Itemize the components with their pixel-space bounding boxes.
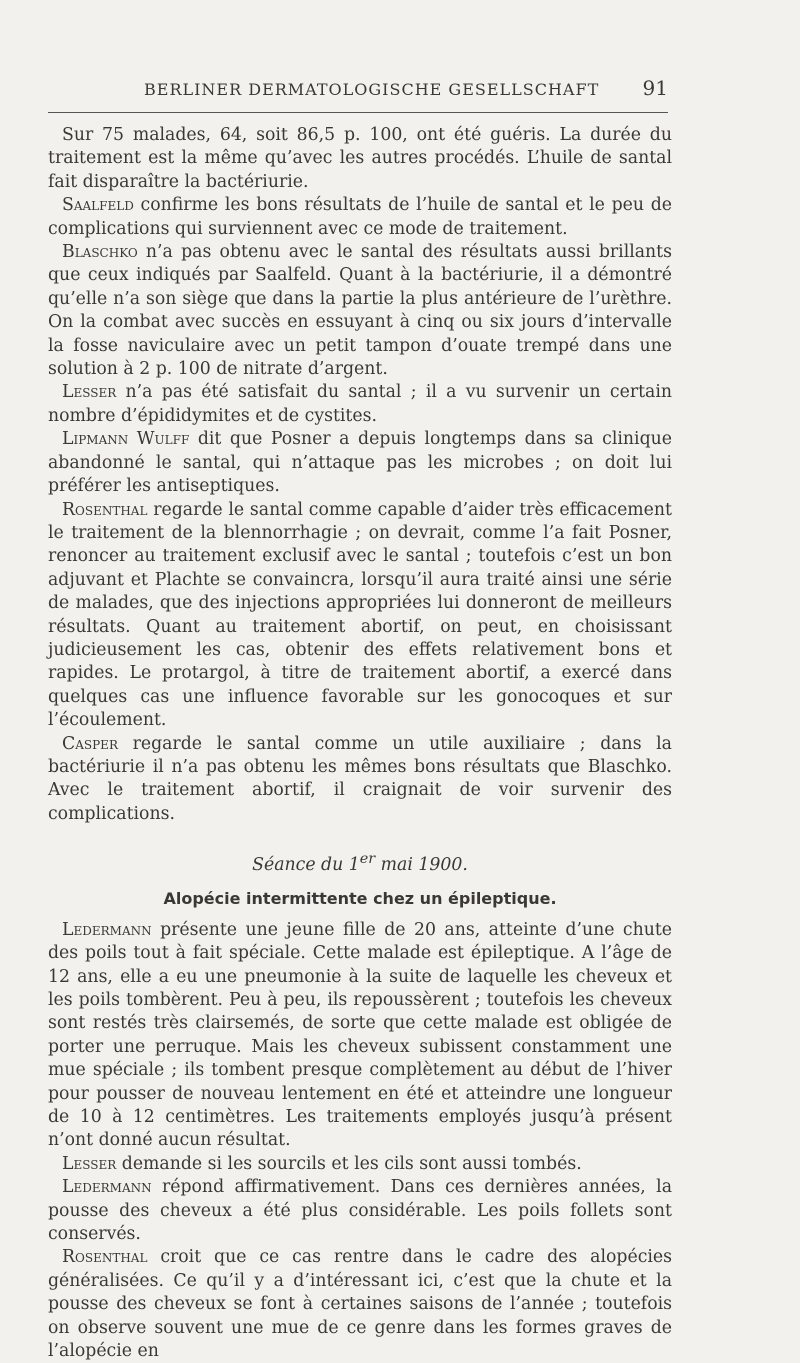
- speaker-name: Lesser: [62, 1153, 117, 1174]
- speaker-name: Blaschko: [62, 242, 138, 263]
- paragraph-text: demande si les sourcils et les cils sont aussi tombés.: [116, 1153, 582, 1174]
- body-text: [48, 124, 672, 1363]
- paragraph-text: regarde le santal comme capable d’aider très efficacement le traitement de la blennorrhagie ; on devrait, comme l’a fait Posner, renoncer au traitement exclusif avec le santal ; toutefois c’est un bon adjuvant et Plachte se convaincra, lorsqu’il aura traité ainsi une série de malades, que des injections appropriées lui donneront de meilleurs résultats. Quant au traitement abortif, on peut, en choisissant judicieusement les cas, obtenir des effets relativement bons et rapides. Le protargol, à titre de traitement abortif, a exercé dans quelques cas une influence favorable sur les gonocoques et sur l’écoulement.: [48, 499, 672, 731]
- paragraph: [48, 1246, 672, 1363]
- speaker-name: Ledermann: [62, 919, 152, 940]
- speaker-name: Rosenthal: [62, 1247, 148, 1268]
- paragraph-text: croit que ce cas rentre dans le cadre des alopécies généralisées. Ce qu’il y a d’intéressant ici, c’est que la chute et la pousse des cheveux se font à certaines saisons de l’année ; toutefois on observe souvent une mue de ce genre dans les formes graves de l’alopécie en: [48, 1247, 672, 1362]
- paragraph-text: Sur 75 malades, 64, soit 86,5 p. 100, ont été guéris. La durée du traitement est la même qu’avec les autres procédés. L’huile de santal fait disparaître la bactériurie.: [48, 125, 672, 192]
- paragraph-text: confirme les bons résultats de l’huile de santal et le peu de complications qui surviennent avec ce mode de traitement.: [48, 195, 672, 239]
- session-date: [48, 848, 672, 877]
- paragraph: [48, 1176, 672, 1246]
- speaker-name: Saalfeld: [62, 195, 134, 216]
- paragraph-text: présente une jeune fille de 20 ans, atteinte d’une chute des poils tout à fait spéciale. Cette malade est épileptique. A l’âge de 12 ans, elle a eu une pneumonie à la suite de laquelle les cheveux et les poils tombèrent. Peu à peu, ils repoussèrent ; toutefois les cheveux sont restés très clairsemés, de sorte que cette malade est obligée de porter une perruque. Mais les cheveux subissent constamment une mue spéciale ; ils tombent presque complètement au début de l’hiver pour pousser de nouveau lentement en été et atteindre une longueur de 10 à 12 centimètres. Les traitements employés jusqu’à présent n’ont donné aucun résultat.: [48, 919, 672, 1151]
- paragraph: [48, 733, 672, 827]
- paragraph-text: regarde le santal comme un utile auxiliaire ; dans la bactériurie il n’a pas obtenu les mêmes bons résultats que Blaschko. Avec le traitement abortif, il craignait de voir survenir des complications.: [48, 733, 672, 824]
- paragraph-text: dit que Posner a depuis longtemps dans sa clinique abandonné le santal, qui n’attaque pas les microbes ; on doit lui préférer les antiseptiques.: [48, 429, 672, 497]
- paragraph: [48, 428, 672, 498]
- session-suffix: mai 1900.: [375, 854, 468, 875]
- paragraph: [48, 194, 672, 241]
- session-prefix: Séance du 1: [252, 854, 360, 875]
- paragraph: [48, 919, 672, 1153]
- page-number: 91: [642, 76, 668, 100]
- paragraph-text: répond affirmativement. Dans ces dernières années, la pousse des cheveux a été plus considérable. Les poils follets sont conservés.: [48, 1177, 672, 1245]
- speaker-name: Lipmann Wulff: [62, 429, 190, 450]
- paragraph: [48, 1153, 672, 1176]
- page-header: [48, 74, 668, 104]
- section-title: Alopécie intermittente chez un épileptique.: [163, 889, 557, 909]
- speaker-name: Lesser: [62, 382, 117, 403]
- paragraph: [48, 124, 672, 194]
- paragraph-text: n’a pas été satisfait du santal ; il a vu survenir un certain nombre d’épididymites et de cystites.: [48, 382, 672, 426]
- running-title: BERLINER DERMATOLOGISCHE GESELLSCHAFT: [144, 80, 600, 99]
- paragraph-text: n’a pas obtenu avec le santal des résultats aussi brillants que ceux indiqués par Saalfeld. Quant à la bactériurie, il a démontré qu’elle n’a son siège que dans la partie la plus antérieure de l’urèthre. On la combat avec succès en essuyant à cinq ou six jours d’intervalle la fosse naviculaire avec un petit tampon d’ouate trempé dans une solution à 2 p. 100 de nitrate d’argent.: [48, 242, 672, 380]
- header-rule: [48, 112, 668, 113]
- speaker-name: Ledermann: [62, 1177, 152, 1198]
- speaker-name: Rosenthal: [62, 499, 148, 520]
- paragraph: [48, 241, 672, 381]
- session-sup: er: [359, 851, 376, 868]
- paragraph: [48, 381, 672, 428]
- speaker-name: Casper: [62, 733, 118, 754]
- paragraph: [48, 499, 672, 733]
